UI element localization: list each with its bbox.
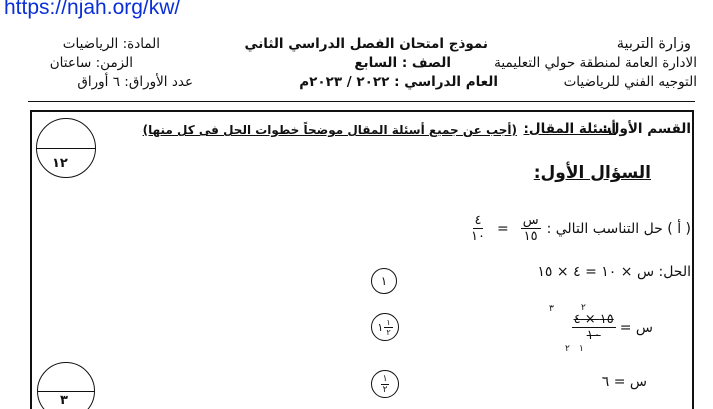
section-score: ١٢ [52,156,68,171]
section-name: أسئلة المقال: [523,121,616,137]
supervision-name: التوجيه الفني للرياضيات [563,74,697,90]
grade-label: الصف : السابع [354,55,451,71]
right-fraction [471,213,485,244]
solution-line-2 [572,312,653,343]
pages-count: عدد الأوراق: ٦ أوراق [77,74,193,90]
left-fraction-den: ١٥ [523,229,538,244]
mark-2-den: ٢ [386,327,391,337]
exam-title: نموذج امتحان الفصل الدراسي الثاني [244,36,488,52]
mark-circle-1 [371,268,397,294]
question-title: السؤال الأول: [533,163,651,183]
cancel-mark-den-a: ١ [579,344,584,354]
cancel-mark-num-b: ٣ [549,304,554,314]
solution-line-3: س = ٦ [601,374,647,390]
site-url[interactable]: https://njah.org/kw/ [4,0,181,19]
mark-circle-3 [371,370,399,398]
left-fraction [521,213,541,244]
section-label: القسم الأول: [602,121,691,137]
part-score-divider [38,391,94,392]
header-divider [28,101,695,102]
equals-sign: = [496,220,509,237]
time-label: الزمن: ساعتان [49,55,133,71]
cancel-mark-num-a: ٢ [581,303,586,313]
step2-num: ١٥ × ٤ [573,312,614,327]
mark-3-num: ١ [382,373,388,384]
subject-label: المادة: الرياضيات [62,36,160,52]
ministry-name: وزارة التربية [616,36,691,52]
mark-2-whole: ١ [377,320,384,334]
right-fraction-num: ٤ [474,213,482,228]
part-a-label: ( أ ) حل التناسب التالي : [546,220,691,237]
step2-fraction [572,312,616,343]
directorate-name: الادارة العامة لمنطقة حولي التعليمية [494,55,697,71]
answer-box [30,110,694,409]
part-score: ٣ [60,393,68,408]
mark-1: ١ [380,274,388,288]
solution-line-1: الحل: س × ١٠ = ٤ × ١٥ [537,264,691,280]
step2-prefix: س = [619,319,653,336]
part-a-line [471,213,691,244]
step2-den: ١٠ [586,328,601,343]
cancel-mark-den-b: ٢ [565,344,570,354]
right-fraction-den: ١٠ [471,229,485,244]
mark-2-num: ١ [386,317,391,327]
mark-3-den: ٢ [382,384,388,395]
academic-year: العام الدراسي : ٢٠٢٢ / ٢٠٢٣م [299,74,498,90]
mark-circle-2 [371,313,399,341]
section-instruction: (أجب عن جميع أسئلة المقال موضحاً خطوات الحل فى كل منها) [142,123,517,137]
score-divider [37,148,95,149]
left-fraction-num: س [522,213,539,228]
